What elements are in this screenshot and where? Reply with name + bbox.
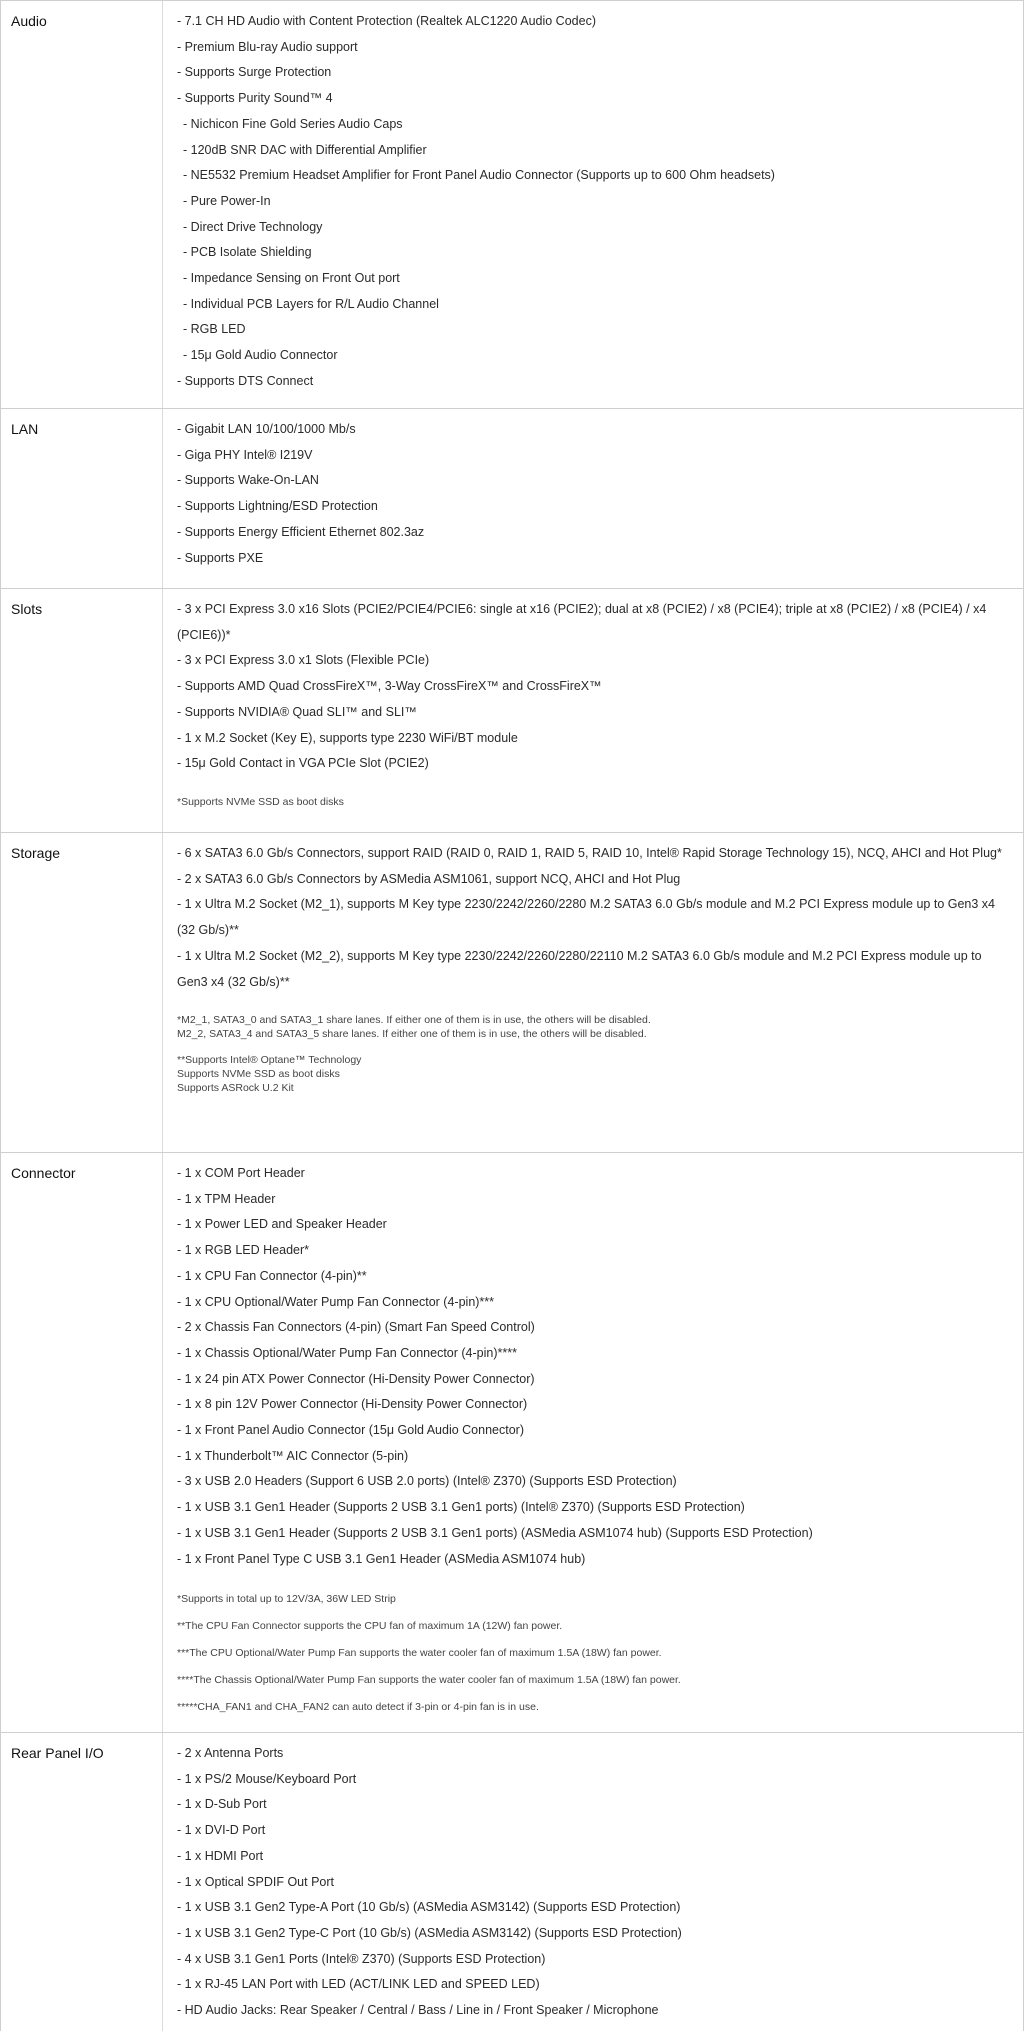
list-item: - 3 x PCI Express 3.0 x16 Slots (PCIE2/PCIE4/PCIE6: single at x16 (PCIE2); dual at x8 (PCIE2) / x8 (PCIE4); triple at x8 (PCIE2) / x8 (PCIE4) / x4 (PCIE6))* xyxy=(177,602,987,642)
list-item: - 1 x CPU Optional/Water Pump Fan Connector (4-pin)*** xyxy=(177,1294,495,1309)
list-item: - 1 x RGB LED Header* xyxy=(177,1243,309,1258)
rear-content xyxy=(163,1733,1023,2031)
list-item: - Supports DTS Connect xyxy=(177,373,314,388)
list-item: - RGB LED xyxy=(183,322,246,337)
connector-notes xyxy=(177,1586,1023,1721)
list-item: - NE5532 Premium Headset Amplifier for Front Panel Audio Connector (Supports up to 600 Ohm headsets) xyxy=(183,168,775,183)
list-item: - 1 x USB 3.1 Gen1 Header (Supports 2 USB 3.1 Gen1 ports) (ASMedia ASM1074 hub) (Supports ESD Protection) xyxy=(177,1525,813,1540)
list-item: - 1 x USB 3.1 Gen2 Type-C Port (10 Gb/s) (ASMedia ASM3142) (Supports ESD Protection) xyxy=(177,1925,682,1940)
footnote: *Supports in total up to 12V/3A, 36W LED Strip xyxy=(177,1593,396,1606)
list-item: - Giga PHY Intel® I219V xyxy=(177,447,313,462)
footnote: *M2_1, SATA3_0 and SATA3_1 share lanes. If either one of them is in use, the others will be disabled. xyxy=(177,1014,651,1027)
list-item: - 1 x USB 3.1 Gen1 Header (Supports 2 USB 3.1 Gen1 ports) (Intel® Z370) (Supports ESD Protection) xyxy=(177,1500,745,1515)
list-item: - Premium Blu-ray Audio support xyxy=(177,39,358,54)
list-item: - 1 x Front Panel Audio Connector (15μ Gold Audio Connector) xyxy=(177,1423,524,1438)
footnote: *****CHA_FAN1 and CHA_FAN2 can auto detect if 3-pin or 4-pin fan is in use. xyxy=(177,1701,539,1714)
list-item: - Pure Power-In xyxy=(183,193,271,208)
list-item: - 1 x COM Port Header xyxy=(177,1166,305,1180)
list-item: - Supports PXE xyxy=(177,550,264,565)
rear-row xyxy=(0,1733,1024,2031)
list-item: - 1 x Chassis Optional/Water Pump Fan Connector (4-pin)**** xyxy=(177,1345,517,1360)
storage-content xyxy=(163,833,1023,1152)
audio-content xyxy=(163,1,1023,408)
list-item: - 1 x D-Sub Port xyxy=(177,1797,267,1812)
list-item: - Gigabit LAN 10/100/1000 Mb/s xyxy=(177,422,356,436)
list-item: - 3 x USB 2.0 Headers (Support 6 USB 2.0 ports) (Intel® Z370) (Supports ESD Protection) xyxy=(177,1474,677,1489)
list-item: - 1 x Thunderbolt™ AIC Connector (5-pin) xyxy=(177,1448,409,1463)
list-item: - Supports AMD Quad CrossFireX™, 3-Way CrossFireX™ and CrossFireX™ xyxy=(177,679,602,694)
footnote: Supports ASRock U.2 Kit xyxy=(177,1082,294,1095)
footnote: Supports NVMe SSD as boot disks xyxy=(177,1068,340,1081)
list-item: - 15μ Gold Contact in VGA PCIe Slot (PCIE2) xyxy=(177,756,429,771)
lan-content xyxy=(163,409,1023,588)
slots-notes xyxy=(177,795,1023,809)
list-item: - 1 x Optical SPDIF Out Port xyxy=(177,1874,334,1889)
connector-row xyxy=(0,1153,1024,1733)
list-item: - 3 x PCI Express 3.0 x1 Slots (Flexible PCIe) xyxy=(177,653,430,668)
lan-label: LAN xyxy=(1,409,163,588)
audio-label: Audio xyxy=(1,1,163,408)
list-item: - 120dB SNR DAC with Differential Amplifier xyxy=(183,142,427,157)
list-item: - 1 x 8 pin 12V Power Connector (Hi-Density Power Connector) xyxy=(177,1397,528,1412)
list-item: - Impedance Sensing on Front Out port xyxy=(183,271,400,286)
list-item: - 1 x TPM Header xyxy=(177,1191,276,1206)
footnote: **Supports Intel® Optane™ Technology xyxy=(177,1054,362,1067)
list-item: - 1 x CPU Fan Connector (4-pin)** xyxy=(177,1268,367,1283)
list-item: - Individual PCB Layers for R/L Audio Channel xyxy=(183,296,439,311)
list-item: - Nichicon Fine Gold Series Audio Caps xyxy=(183,116,403,131)
list-item: - 6 x SATA3 6.0 Gb/s Connectors, support RAID (RAID 0, RAID 1, RAID 5, RAID 10, Intel® Rapid Storage Technology 15), NCQ, AHCI and Hot Plug* xyxy=(177,846,1002,860)
list-item: - 1 x PS/2 Mouse/Keyboard Port xyxy=(177,1771,357,1786)
connector-label: Connector xyxy=(1,1153,163,1732)
storage-notes xyxy=(177,1013,1023,1095)
list-item: - 1 x RJ-45 LAN Port with LED (ACT/LINK LED and SPEED LED) xyxy=(177,1977,540,1992)
slots-label: Slots xyxy=(1,589,163,832)
list-item: - 1 x M.2 Socket (Key E), supports type 2230 WiFi/BT module xyxy=(177,730,518,745)
slots-content xyxy=(163,589,1023,832)
list-item: - Supports Energy Efficient Ethernet 802.3az xyxy=(177,524,425,539)
storage-row xyxy=(0,833,1024,1153)
list-item: - Direct Drive Technology xyxy=(183,219,323,234)
footnote: *Supports NVMe SSD as boot disks xyxy=(177,795,344,808)
list-item: - Supports Lightning/ESD Protection xyxy=(177,499,378,514)
list-item: - 1 x 24 pin ATX Power Connector (Hi-Density Power Connector) xyxy=(177,1371,535,1386)
list-item: - 15μ Gold Audio Connector xyxy=(183,348,338,363)
list-item: - 1 x DVI-D Port xyxy=(177,1823,266,1838)
connector-content xyxy=(163,1153,1023,1732)
list-item: - 1 x Front Panel Type C USB 3.1 Gen1 Header (ASMedia ASM1074 hub) xyxy=(177,1551,586,1566)
storage-label: Storage xyxy=(1,833,163,1152)
list-item: - 7.1 CH HD Audio with Content Protection (Realtek ALC1220 Audio Codec) xyxy=(177,14,596,28)
slots-row xyxy=(0,589,1024,833)
list-item: - 4 x USB 3.1 Gen1 Ports (Intel® Z370) (Supports ESD Protection) xyxy=(177,1951,546,1966)
audio-row xyxy=(0,1,1024,409)
list-item: - 1 x HDMI Port xyxy=(177,1848,264,1863)
list-item: - 2 x SATA3 6.0 Gb/s Connectors by ASMedia ASM1061, support NCQ, AHCI and Hot Plug xyxy=(177,871,681,886)
footnote: ***The CPU Optional/Water Pump Fan supports the water cooler fan of maximum 1.5A (18W) fan power. xyxy=(177,1647,662,1660)
list-item: - 1 x Power LED and Speaker Header xyxy=(177,1217,387,1232)
footnote: **The CPU Fan Connector supports the CPU fan of maximum 1A (12W) fan power. xyxy=(177,1620,563,1633)
list-item: - PCB Isolate Shielding xyxy=(183,245,312,260)
list-item: - 2 x Chassis Fan Connectors (4-pin) (Smart Fan Speed Control) xyxy=(177,1320,535,1335)
list-item: - Supports Purity Sound™ 4 xyxy=(177,91,333,106)
list-item: - Supports Wake-On-LAN xyxy=(177,473,319,488)
list-item: - HD Audio Jacks: Rear Speaker / Central / Bass / Line in / Front Speaker / Microphone xyxy=(177,2003,659,2018)
footnote: ****The Chassis Optional/Water Pump Fan supports the water cooler fan of maximum 1.5A (18W) fan power. xyxy=(177,1674,681,1687)
list-item: - Supports Surge Protection xyxy=(177,65,332,80)
list-item: - 2 x Antenna Ports xyxy=(177,1746,284,1760)
list-item: - 1 x USB 3.1 Gen2 Type-A Port (10 Gb/s) (ASMedia ASM3142) (Supports ESD Protection) xyxy=(177,1900,681,1915)
rear-label: Rear Panel I/O xyxy=(1,1733,163,2031)
list-item: - Supports NVIDIA® Quad SLI™ and SLI™ xyxy=(177,704,417,719)
footnote: M2_2, SATA3_4 and SATA3_5 share lanes. If either one of them is in use, the others will be disabled. xyxy=(177,1028,647,1041)
list-item: - 1 x Ultra M.2 Socket (M2_1), supports M Key type 2230/2242/2260/2280 M.2 SATA3 6.0 Gb/s module and M.2 PCI Express module up to Gen3 x4 (32 Gb/s)** xyxy=(177,897,996,938)
lan-row xyxy=(0,409,1024,589)
list-item: - 1 x Ultra M.2 Socket (M2_2), supports M Key type 2230/2242/2260/2280/22110 M.2 SATA3 6.0 Gb/s module and M.2 PCI Express module up to Gen3 x4 (32 Gb/s)** xyxy=(177,948,982,989)
